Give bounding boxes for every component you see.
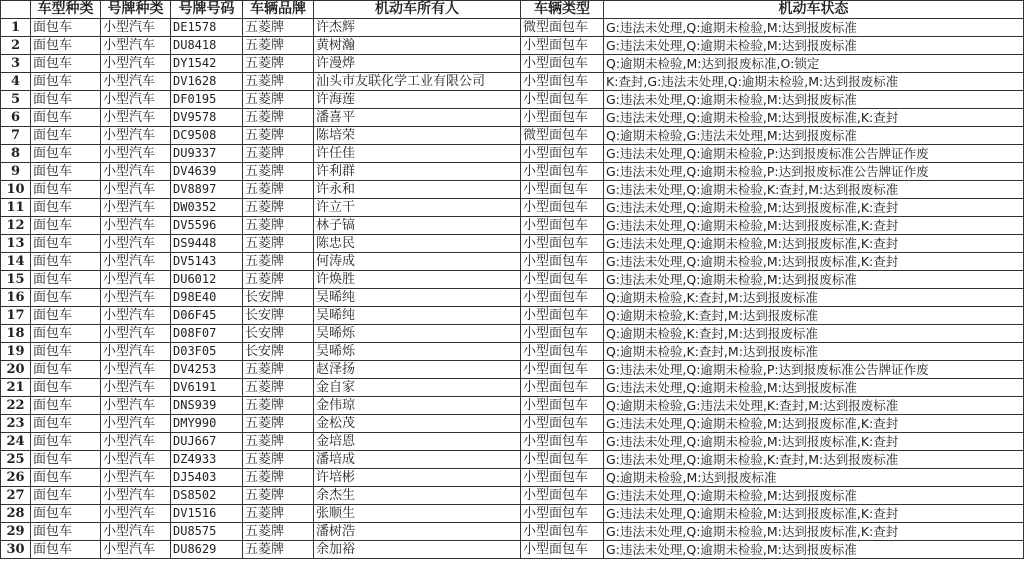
table-row[interactable] [1, 127, 1024, 145]
table-row[interactable] [1, 109, 1024, 127]
cell-plate-number[interactable]: DV5143 [171, 253, 243, 271]
cell-plate-number[interactable]: DU9337 [171, 145, 243, 163]
cell-row-number[interactable]: 7 [1, 127, 31, 145]
cell-vehicle-category[interactable]: 面包车 [31, 469, 101, 487]
cell-row-number[interactable]: 28 [1, 505, 31, 523]
cell-plate-number[interactable]: D98E40 [171, 289, 243, 307]
cell-owner[interactable]: 吴晞纯 [314, 307, 521, 325]
cell-brand[interactable]: 五菱牌 [243, 217, 314, 235]
cell-vehicle-status[interactable]: Q:逾期未检验,K:查封,M:达到报废标准 [604, 307, 1024, 325]
cell-plate-type[interactable]: 小型汽车 [101, 415, 171, 433]
cell-brand[interactable]: 五菱牌 [243, 487, 314, 505]
cell-vehicle-status[interactable]: G:违法未处理,Q:逾期未检验,M:达到报废标准 [604, 487, 1024, 505]
cell-vehicle-status[interactable]: G:违法未处理,Q:逾期未检验,M:达到报废标准,K:查封 [604, 505, 1024, 523]
table-row[interactable] [1, 235, 1024, 253]
cell-owner[interactable]: 陈培荣 [314, 127, 521, 145]
cell-plate-type[interactable]: 小型汽车 [101, 523, 171, 541]
cell-vehicle-category[interactable]: 面包车 [31, 163, 101, 181]
cell-brand[interactable]: 五菱牌 [243, 181, 314, 199]
cell-vehicle-status[interactable]: G:违法未处理,Q:逾期未检验,M:达到报废标准,K:查封 [604, 199, 1024, 217]
table-row[interactable] [1, 73, 1024, 91]
cell-plate-type[interactable]: 小型汽车 [101, 469, 171, 487]
cell-vehicle-status[interactable]: G:违法未处理,Q:逾期未检验,M:达到报废标准 [604, 379, 1024, 397]
cell-row-number[interactable]: 6 [1, 109, 31, 127]
cell-plate-type[interactable]: 小型汽车 [101, 109, 171, 127]
cell-brand[interactable]: 五菱牌 [243, 145, 314, 163]
cell-vehicle-type[interactable]: 小型面包车 [521, 55, 604, 73]
cell-plate-type[interactable]: 小型汽车 [101, 55, 171, 73]
cell-vehicle-category[interactable]: 面包车 [31, 487, 101, 505]
cell-plate-number[interactable]: D08F07 [171, 325, 243, 343]
cell-vehicle-status[interactable]: Q:逾期未检验,K:查封,M:达到报废标准 [604, 343, 1024, 361]
cell-row-number[interactable]: 26 [1, 469, 31, 487]
cell-brand[interactable]: 五菱牌 [243, 55, 314, 73]
table-row[interactable] [1, 145, 1024, 163]
table-row[interactable] [1, 181, 1024, 199]
cell-plate-type[interactable]: 小型汽车 [101, 397, 171, 415]
cell-brand[interactable]: 长安牌 [243, 289, 314, 307]
cell-vehicle-type[interactable]: 小型面包车 [521, 73, 604, 91]
cell-row-number[interactable]: 12 [1, 217, 31, 235]
column-header-plate-type[interactable]: 号牌种类 [101, 1, 171, 19]
cell-vehicle-status[interactable]: G:违法未处理,Q:逾期未检验,M:达到报废标准,K:查封 [604, 235, 1024, 253]
cell-vehicle-category[interactable]: 面包车 [31, 505, 101, 523]
cell-vehicle-status[interactable]: G:违法未处理,Q:逾期未检验,M:达到报废标准 [604, 271, 1024, 289]
cell-plate-number[interactable]: DZ4933 [171, 451, 243, 469]
cell-vehicle-category[interactable]: 面包车 [31, 433, 101, 451]
cell-brand[interactable]: 五菱牌 [243, 541, 314, 559]
cell-vehicle-type[interactable]: 小型面包车 [521, 163, 604, 181]
cell-vehicle-type[interactable]: 小型面包车 [521, 181, 604, 199]
cell-vehicle-type[interactable]: 小型面包车 [521, 451, 604, 469]
cell-vehicle-category[interactable]: 面包车 [31, 235, 101, 253]
cell-vehicle-status[interactable]: Q:逾期未检验,G:违法未处理,M:达到报废标准 [604, 127, 1024, 145]
cell-owner[interactable]: 许永和 [314, 181, 521, 199]
cell-plate-type[interactable]: 小型汽车 [101, 271, 171, 289]
cell-row-number[interactable]: 13 [1, 235, 31, 253]
cell-vehicle-type[interactable]: 小型面包车 [521, 217, 604, 235]
cell-vehicle-type[interactable]: 小型面包车 [521, 487, 604, 505]
cell-row-number[interactable]: 24 [1, 433, 31, 451]
cell-plate-number[interactable]: DV4253 [171, 361, 243, 379]
cell-brand[interactable]: 五菱牌 [243, 361, 314, 379]
cell-owner[interactable]: 潘喜平 [314, 109, 521, 127]
cell-owner[interactable]: 潘树浩 [314, 523, 521, 541]
cell-owner[interactable]: 林子镐 [314, 217, 521, 235]
cell-plate-type[interactable]: 小型汽车 [101, 19, 171, 37]
cell-row-number[interactable]: 18 [1, 325, 31, 343]
cell-owner[interactable]: 许任佳 [314, 145, 521, 163]
cell-owner[interactable]: 金松茂 [314, 415, 521, 433]
cell-vehicle-status[interactable]: G:违法未处理,Q:逾期未检验,M:达到报废标准,K:查封 [604, 253, 1024, 271]
cell-vehicle-category[interactable]: 面包车 [31, 307, 101, 325]
cell-vehicle-category[interactable]: 面包车 [31, 55, 101, 73]
cell-vehicle-status[interactable]: Q:逾期未检验,M:达到报废标准,O:锁定 [604, 55, 1024, 73]
table-row[interactable] [1, 55, 1024, 73]
cell-row-number[interactable]: 11 [1, 199, 31, 217]
cell-vehicle-status[interactable]: G:违法未处理,Q:逾期未检验,M:达到报废标准,K:查封 [604, 523, 1024, 541]
table-row[interactable] [1, 451, 1024, 469]
cell-vehicle-category[interactable]: 面包车 [31, 361, 101, 379]
cell-brand[interactable]: 五菱牌 [243, 415, 314, 433]
cell-owner[interactable]: 汕头市友联化学工业有限公司 [314, 73, 521, 91]
table-row[interactable] [1, 505, 1024, 523]
table-row[interactable] [1, 199, 1024, 217]
cell-brand[interactable]: 五菱牌 [243, 109, 314, 127]
cell-plate-type[interactable]: 小型汽车 [101, 289, 171, 307]
cell-owner[interactable]: 何涛成 [314, 253, 521, 271]
cell-plate-type[interactable]: 小型汽车 [101, 433, 171, 451]
cell-vehicle-status[interactable]: G:违法未处理,Q:逾期未检验,M:达到报废标准 [604, 37, 1024, 55]
cell-owner[interactable]: 许漫烨 [314, 55, 521, 73]
table-row[interactable] [1, 541, 1024, 559]
cell-row-number[interactable]: 2 [1, 37, 31, 55]
cell-vehicle-category[interactable]: 面包车 [31, 37, 101, 55]
cell-vehicle-category[interactable]: 面包车 [31, 109, 101, 127]
cell-owner[interactable]: 陈忠民 [314, 235, 521, 253]
cell-plate-number[interactable]: DV8897 [171, 181, 243, 199]
table-row[interactable] [1, 325, 1024, 343]
cell-brand[interactable]: 五菱牌 [243, 199, 314, 217]
cell-vehicle-category[interactable]: 面包车 [31, 199, 101, 217]
cell-owner[interactable]: 余加裕 [314, 541, 521, 559]
cell-plate-type[interactable]: 小型汽车 [101, 181, 171, 199]
cell-owner[interactable]: 余杰生 [314, 487, 521, 505]
cell-plate-number[interactable]: DV1628 [171, 73, 243, 91]
column-header-brand[interactable]: 车辆品牌 [243, 1, 314, 19]
cell-plate-type[interactable]: 小型汽车 [101, 199, 171, 217]
cell-owner[interactable]: 许焕胜 [314, 271, 521, 289]
cell-brand[interactable]: 长安牌 [243, 343, 314, 361]
cell-vehicle-status[interactable]: G:违法未处理,Q:逾期未检验,K:查封,M:达到报废标准 [604, 181, 1024, 199]
cell-vehicle-status[interactable]: Q:逾期未检验,M:达到报废标准 [604, 469, 1024, 487]
cell-plate-number[interactable]: D06F45 [171, 307, 243, 325]
table-row[interactable] [1, 397, 1024, 415]
cell-row-number[interactable]: 20 [1, 361, 31, 379]
cell-row-number[interactable]: 19 [1, 343, 31, 361]
cell-vehicle-type[interactable]: 微型面包车 [521, 19, 604, 37]
cell-vehicle-type[interactable]: 小型面包车 [521, 343, 604, 361]
cell-plate-type[interactable]: 小型汽车 [101, 361, 171, 379]
cell-owner[interactable]: 张顺生 [314, 505, 521, 523]
cell-vehicle-status[interactable]: G:违法未处理,Q:逾期未检验,P:达到报废标准公告牌证作废 [604, 361, 1024, 379]
cell-vehicle-type[interactable]: 小型面包车 [521, 505, 604, 523]
cell-vehicle-status[interactable]: G:违法未处理,Q:逾期未检验,M:达到报废标准 [604, 91, 1024, 109]
column-header-row-number[interactable] [1, 1, 31, 19]
cell-owner[interactable]: 许培彬 [314, 469, 521, 487]
cell-vehicle-category[interactable]: 面包车 [31, 145, 101, 163]
cell-plate-number[interactable]: DW0352 [171, 199, 243, 217]
cell-brand[interactable]: 五菱牌 [243, 451, 314, 469]
cell-vehicle-status[interactable]: G:违法未处理,Q:逾期未检验,M:达到报废标准,K:查封 [604, 217, 1024, 235]
cell-row-number[interactable]: 4 [1, 73, 31, 91]
cell-plate-number[interactable]: DE1578 [171, 19, 243, 37]
cell-vehicle-type[interactable]: 小型面包车 [521, 289, 604, 307]
cell-brand[interactable]: 五菱牌 [243, 37, 314, 55]
column-header-plate-number[interactable]: 号牌号码 [171, 1, 243, 19]
cell-row-number[interactable]: 30 [1, 541, 31, 559]
cell-brand[interactable]: 五菱牌 [243, 253, 314, 271]
cell-vehicle-type[interactable]: 小型面包车 [521, 379, 604, 397]
cell-plate-number[interactable]: DS9448 [171, 235, 243, 253]
cell-vehicle-type[interactable]: 小型面包车 [521, 415, 604, 433]
cell-vehicle-type[interactable]: 小型面包车 [521, 109, 604, 127]
cell-owner[interactable]: 赵泽扬 [314, 361, 521, 379]
cell-plate-number[interactable]: DV4639 [171, 163, 243, 181]
cell-vehicle-type[interactable]: 小型面包车 [521, 37, 604, 55]
cell-vehicle-category[interactable]: 面包车 [31, 451, 101, 469]
cell-vehicle-category[interactable]: 面包车 [31, 217, 101, 235]
column-header-vehicle-type[interactable]: 车辆类型 [521, 1, 604, 19]
cell-vehicle-type[interactable]: 小型面包车 [521, 469, 604, 487]
cell-plate-number[interactable]: DV9578 [171, 109, 243, 127]
cell-brand[interactable]: 五菱牌 [243, 433, 314, 451]
cell-vehicle-type[interactable]: 小型面包车 [521, 91, 604, 109]
cell-row-number[interactable]: 15 [1, 271, 31, 289]
cell-owner[interactable]: 吴晞烁 [314, 325, 521, 343]
cell-plate-type[interactable]: 小型汽车 [101, 217, 171, 235]
cell-plate-type[interactable]: 小型汽车 [101, 127, 171, 145]
cell-owner[interactable]: 许海莲 [314, 91, 521, 109]
cell-plate-type[interactable]: 小型汽车 [101, 379, 171, 397]
cell-brand[interactable]: 五菱牌 [243, 505, 314, 523]
cell-brand[interactable]: 五菱牌 [243, 127, 314, 145]
cell-vehicle-status[interactable]: G:违法未处理,Q:逾期未检验,M:达到报废标准,K:查封 [604, 109, 1024, 127]
cell-brand[interactable]: 五菱牌 [243, 163, 314, 181]
cell-vehicle-status[interactable]: K:查封,G:违法未处理,Q:逾期未检验,M:达到报废标准 [604, 73, 1024, 91]
cell-row-number[interactable]: 23 [1, 415, 31, 433]
cell-brand[interactable]: 五菱牌 [243, 379, 314, 397]
table-row[interactable] [1, 91, 1024, 109]
cell-vehicle-type[interactable]: 小型面包车 [521, 325, 604, 343]
cell-row-number[interactable]: 8 [1, 145, 31, 163]
cell-plate-type[interactable]: 小型汽车 [101, 73, 171, 91]
table-row[interactable] [1, 469, 1024, 487]
cell-row-number[interactable]: 14 [1, 253, 31, 271]
cell-row-number[interactable]: 3 [1, 55, 31, 73]
cell-vehicle-type[interactable]: 微型面包车 [521, 127, 604, 145]
cell-brand[interactable]: 长安牌 [243, 307, 314, 325]
cell-plate-number[interactable]: DUJ667 [171, 433, 243, 451]
cell-owner[interactable]: 吴晞烁 [314, 343, 521, 361]
cell-plate-type[interactable]: 小型汽车 [101, 235, 171, 253]
cell-vehicle-category[interactable]: 面包车 [31, 253, 101, 271]
table-row[interactable] [1, 253, 1024, 271]
table-row[interactable] [1, 379, 1024, 397]
cell-row-number[interactable]: 1 [1, 19, 31, 37]
table-row[interactable] [1, 343, 1024, 361]
cell-vehicle-category[interactable]: 面包车 [31, 415, 101, 433]
cell-vehicle-status[interactable]: G:违法未处理,Q:逾期未检验,M:达到报废标准 [604, 541, 1024, 559]
cell-plate-number[interactable]: DU8575 [171, 523, 243, 541]
cell-row-number[interactable]: 9 [1, 163, 31, 181]
cell-vehicle-type[interactable]: 小型面包车 [521, 541, 604, 559]
cell-vehicle-category[interactable]: 面包车 [31, 397, 101, 415]
cell-vehicle-type[interactable]: 小型面包车 [521, 307, 604, 325]
cell-plate-number[interactable]: DMY990 [171, 415, 243, 433]
cell-vehicle-category[interactable]: 面包车 [31, 343, 101, 361]
cell-vehicle-category[interactable]: 面包车 [31, 523, 101, 541]
cell-plate-number[interactable]: D03F05 [171, 343, 243, 361]
cell-vehicle-type[interactable]: 小型面包车 [521, 235, 604, 253]
cell-owner[interactable]: 黄树瀚 [314, 37, 521, 55]
column-header-owner[interactable]: 机动车所有人 [314, 1, 521, 19]
cell-vehicle-category[interactable]: 面包车 [31, 379, 101, 397]
cell-row-number[interactable]: 16 [1, 289, 31, 307]
table-row[interactable] [1, 307, 1024, 325]
cell-row-number[interactable]: 27 [1, 487, 31, 505]
cell-vehicle-category[interactable]: 面包车 [31, 73, 101, 91]
cell-vehicle-category[interactable]: 面包车 [31, 181, 101, 199]
cell-brand[interactable]: 五菱牌 [243, 91, 314, 109]
cell-vehicle-status[interactable]: G:违法未处理,Q:逾期未检验,P:达到报废标准公告牌证作废 [604, 163, 1024, 181]
column-header-vehicle-category[interactable]: 车型种类 [31, 1, 101, 19]
cell-plate-type[interactable]: 小型汽车 [101, 343, 171, 361]
cell-row-number[interactable]: 29 [1, 523, 31, 541]
cell-vehicle-type[interactable]: 小型面包车 [521, 199, 604, 217]
cell-vehicle-type[interactable]: 小型面包车 [521, 145, 604, 163]
cell-vehicle-type[interactable]: 小型面包车 [521, 253, 604, 271]
cell-plate-number[interactable]: DY1542 [171, 55, 243, 73]
cell-plate-number[interactable]: DS8502 [171, 487, 243, 505]
cell-vehicle-status[interactable]: G:违法未处理,Q:逾期未检验,M:达到报废标准,K:查封 [604, 415, 1024, 433]
cell-plate-type[interactable]: 小型汽车 [101, 163, 171, 181]
cell-row-number[interactable]: 10 [1, 181, 31, 199]
cell-vehicle-status[interactable]: G:违法未处理,Q:逾期未检验,M:达到报废标准,K:查封 [604, 433, 1024, 451]
cell-brand[interactable]: 五菱牌 [243, 523, 314, 541]
cell-row-number[interactable]: 22 [1, 397, 31, 415]
cell-plate-number[interactable]: DV6191 [171, 379, 243, 397]
table-row[interactable] [1, 433, 1024, 451]
table-row[interactable] [1, 361, 1024, 379]
cell-brand[interactable]: 五菱牌 [243, 73, 314, 91]
cell-vehicle-type[interactable]: 小型面包车 [521, 271, 604, 289]
cell-brand[interactable]: 五菱牌 [243, 235, 314, 253]
cell-vehicle-category[interactable]: 面包车 [31, 541, 101, 559]
column-header-vehicle-status[interactable]: 机动车状态 [604, 1, 1024, 19]
cell-row-number[interactable]: 5 [1, 91, 31, 109]
cell-row-number[interactable]: 25 [1, 451, 31, 469]
cell-plate-type[interactable]: 小型汽车 [101, 253, 171, 271]
table-row[interactable] [1, 289, 1024, 307]
cell-vehicle-category[interactable]: 面包车 [31, 271, 101, 289]
cell-plate-number[interactable]: DF0195 [171, 91, 243, 109]
cell-vehicle-status[interactable]: Q:逾期未检验,G:违法未处理,K:查封,M:达到报废标准 [604, 397, 1024, 415]
cell-owner[interactable]: 许利群 [314, 163, 521, 181]
cell-vehicle-status[interactable]: G:违法未处理,Q:逾期未检验,P:达到报废标准公告牌证作废 [604, 145, 1024, 163]
cell-owner[interactable]: 吴晞纯 [314, 289, 521, 307]
cell-vehicle-category[interactable]: 面包车 [31, 91, 101, 109]
table-row[interactable] [1, 19, 1024, 37]
cell-owner[interactable]: 许立干 [314, 199, 521, 217]
cell-vehicle-category[interactable]: 面包车 [31, 127, 101, 145]
cell-vehicle-category[interactable]: 面包车 [31, 325, 101, 343]
cell-vehicle-type[interactable]: 小型面包车 [521, 361, 604, 379]
cell-plate-type[interactable]: 小型汽车 [101, 487, 171, 505]
cell-plate-type[interactable]: 小型汽车 [101, 451, 171, 469]
cell-plate-number[interactable]: DJ5403 [171, 469, 243, 487]
cell-brand[interactable]: 五菱牌 [243, 469, 314, 487]
cell-owner[interactable]: 金自家 [314, 379, 521, 397]
table-row[interactable] [1, 163, 1024, 181]
cell-plate-type[interactable]: 小型汽车 [101, 91, 171, 109]
cell-plate-type[interactable]: 小型汽车 [101, 541, 171, 559]
cell-plate-number[interactable]: DV1516 [171, 505, 243, 523]
header-row [1, 1, 1024, 19]
cell-plate-number[interactable]: DU8629 [171, 541, 243, 559]
cell-vehicle-status[interactable]: G:违法未处理,Q:逾期未检验,M:达到报废标准 [604, 19, 1024, 37]
table-row[interactable] [1, 415, 1024, 433]
cell-plate-type[interactable]: 小型汽车 [101, 325, 171, 343]
cell-vehicle-type[interactable]: 小型面包车 [521, 433, 604, 451]
cell-owner[interactable]: 金培恩 [314, 433, 521, 451]
cell-vehicle-category[interactable]: 面包车 [31, 289, 101, 307]
table-row[interactable] [1, 487, 1024, 505]
cell-brand[interactable]: 五菱牌 [243, 397, 314, 415]
table-row[interactable] [1, 217, 1024, 235]
cell-plate-number[interactable]: DU6012 [171, 271, 243, 289]
cell-row-number[interactable]: 17 [1, 307, 31, 325]
cell-vehicle-status[interactable]: G:违法未处理,Q:逾期未检验,K:查封,M:达到报废标准 [604, 451, 1024, 469]
cell-row-number[interactable]: 21 [1, 379, 31, 397]
cell-plate-number[interactable]: DV5596 [171, 217, 243, 235]
cell-owner[interactable]: 许杰辉 [314, 19, 521, 37]
cell-brand[interactable]: 五菱牌 [243, 19, 314, 37]
cell-vehicle-type[interactable]: 小型面包车 [521, 523, 604, 541]
cell-plate-number[interactable]: DNS939 [171, 397, 243, 415]
table-row[interactable] [1, 271, 1024, 289]
cell-plate-type[interactable]: 小型汽车 [101, 307, 171, 325]
cell-vehicle-status[interactable]: Q:逾期未检验,K:查封,M:达到报废标准 [604, 325, 1024, 343]
cell-vehicle-category[interactable]: 面包车 [31, 19, 101, 37]
cell-brand[interactable]: 长安牌 [243, 325, 314, 343]
table-row[interactable] [1, 523, 1024, 541]
cell-plate-number[interactable]: DU8418 [171, 37, 243, 55]
cell-owner[interactable]: 潘培成 [314, 451, 521, 469]
cell-plate-number[interactable]: DC9508 [171, 127, 243, 145]
cell-vehicle-status[interactable]: Q:逾期未检验,K:查封,M:达到报废标准 [604, 289, 1024, 307]
cell-plate-type[interactable]: 小型汽车 [101, 145, 171, 163]
cell-brand[interactable]: 五菱牌 [243, 271, 314, 289]
cell-owner[interactable]: 金伟琼 [314, 397, 521, 415]
cell-vehicle-type[interactable]: 小型面包车 [521, 397, 604, 415]
cell-plate-type[interactable]: 小型汽车 [101, 505, 171, 523]
cell-plate-type[interactable]: 小型汽车 [101, 37, 171, 55]
table-row[interactable] [1, 37, 1024, 55]
